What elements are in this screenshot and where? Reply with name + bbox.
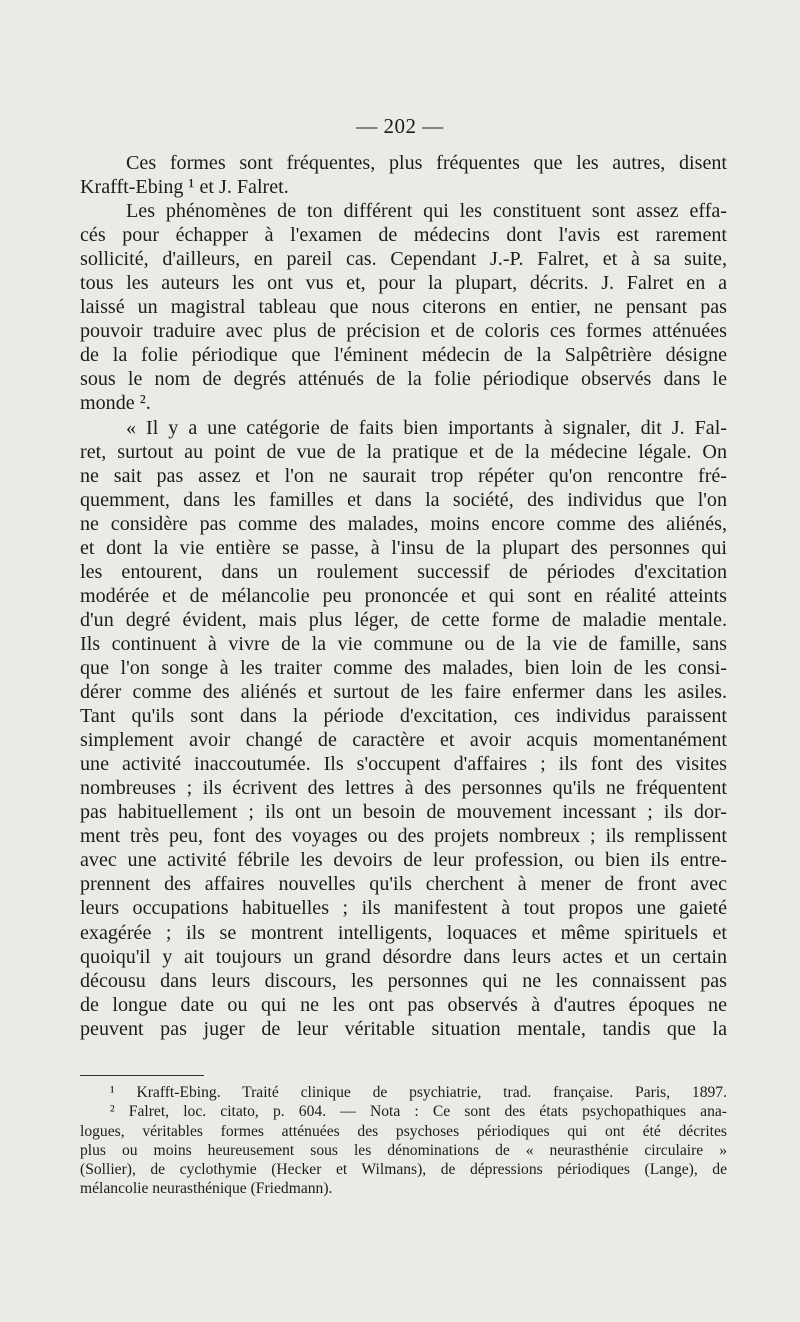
- text-line: d'un degré évident, mais plus léger, de cette forme de maladie mentale.: [80, 608, 727, 631]
- text-line: quoiqu'il y ait toujours un grand désordre dans leurs actes et un certain: [80, 945, 727, 968]
- footnote-rule: [80, 1075, 204, 1076]
- text-line: quemment, dans les familles et dans la société, des individus que l'on: [80, 488, 727, 511]
- text-line: exagérée ; ils se montrent intelligents, loquaces et même spirituels et: [80, 921, 727, 944]
- text-line: dérer comme des aliénés et surtout de les faire enfermer dans les asiles.: [80, 681, 727, 704]
- body-text: [80, 151, 727, 1041]
- footnote-line: ¹ Krafft-Ebing. Traité clinique de psychiatrie, trad. française. Paris, 1897.: [110, 1084, 727, 1101]
- text-line: simplement avoir changé de caractère et avoir acquis momentanément: [80, 729, 727, 752]
- footnote-line: mélancolie neurasthénique (Friedmann).: [80, 1180, 333, 1198]
- text-line: avec une activité fébrile les devoirs de leur profession, ou bien ils entre-: [80, 849, 727, 872]
- text-line: Tant qu'ils sont dans la période d'excitation, ces individus paraissent: [80, 705, 727, 728]
- text-line: une activité inaccoutumée. Ils s'occupent d'affaires ; ils font des visites: [80, 753, 727, 776]
- text-line: tous les auteurs les ont vus et, pour la plupart, décrits. J. Falret en a: [80, 272, 727, 295]
- text-line: Ces formes sont fréquentes, plus fréquentes que les autres, disent: [126, 152, 727, 174]
- text-line: monde ².: [80, 392, 151, 415]
- text-line: décousu dans leurs discours, les personnes qui ne les connaissent pas: [80, 969, 727, 992]
- text-line: ne sait pas assez et l'on ne saurait trop répéter qu'on rencontre fré-: [80, 464, 727, 487]
- text-line: Krafft-Ebing ¹ et J. Falret.: [80, 176, 289, 199]
- text-line: cés pour échapper à l'examen de médecins dont l'avis est rarement: [80, 224, 727, 247]
- text-line: sous le nom de degrés atténués de la folie périodique observés dans le: [80, 368, 727, 391]
- text-line: prennent des affaires nouvelles qu'ils cherchent à mener de front avec: [80, 873, 727, 896]
- text-line: ment très peu, font des voyages ou des projets nombreux ; ils remplissent: [80, 825, 727, 848]
- text-line: et dont la vie entière se passe, à l'insu de la plupart des personnes qui: [80, 536, 727, 559]
- text-line: que l'on songe à les traiter comme des malades, bien loin de les consi-: [80, 656, 727, 679]
- text-line: de longue date ou qui ne les ont pas observés à d'autres époques ne: [80, 993, 727, 1016]
- text-line: modérée et de mélancolie peu prononcée et qui sont en réalité atteints: [80, 584, 727, 607]
- text-line: Les phénomènes de ton différent qui les constituent sont assez effa-: [126, 200, 727, 223]
- text-line: « Il y a une catégorie de faits bien importants à signaler, dit J. Fal-: [126, 416, 727, 439]
- text-line: de la folie périodique que l'éminent médecin de la Salpêtrière désigne: [80, 344, 727, 367]
- text-line: leurs occupations habituelles ; ils manifestent à tout propos une gaieté: [80, 897, 727, 920]
- footnote-line: plus ou moins heureusement sous les dénominations de « neurasthénie circulaire »: [80, 1141, 727, 1159]
- text-line: peuvent pas juger de leur véritable situation mentale, tandis que la: [80, 1017, 727, 1040]
- text-line: ne considère pas comme des malades, moins encore comme des aliénés,: [80, 512, 727, 535]
- text-line: ret, surtout au point de vue de la pratique et de la médecine légale. On: [80, 440, 727, 463]
- text-line: nombreuses ; ils écrivent des lettres à des personnes qu'ils ne fréquentent: [80, 777, 727, 800]
- text-line: Ils continuent à vivre de la vie commune ou de la vie de famille, sans: [80, 632, 727, 655]
- text-line: pas habituellement ; ils ont un besoin de mouvement incessant ; ils dor-: [80, 801, 727, 824]
- footnote-line: logues, véritables formes atténuées des psychoses périodiques qui ont été décrites: [80, 1122, 727, 1140]
- text-line: sollicité, d'ailleurs, en pareil cas. Cependant J.-P. Falret, et à sa suite,: [80, 248, 727, 271]
- text-line: pouvoir traduire avec plus de précision et de coloris ces formes atténuées: [80, 320, 727, 343]
- footnote-line: (Sollier), de cyclothymie (Hecker et Wilmans), de dépressions périodiques (Lange), de: [80, 1161, 727, 1179]
- footnotes: [80, 1083, 727, 1199]
- page-number: — 202 —: [356, 114, 444, 138]
- text-line: laissé un magistral tableau que nous citerons en entier, ne pensant pas: [80, 296, 727, 319]
- footnote-line: ² Falret, loc. citato, p. 604. — Nota : Ce sont des états psychopathiques ana-: [110, 1103, 727, 1121]
- text-line: les entourent, dans un roulement successif de périodes d'excitation: [80, 560, 727, 583]
